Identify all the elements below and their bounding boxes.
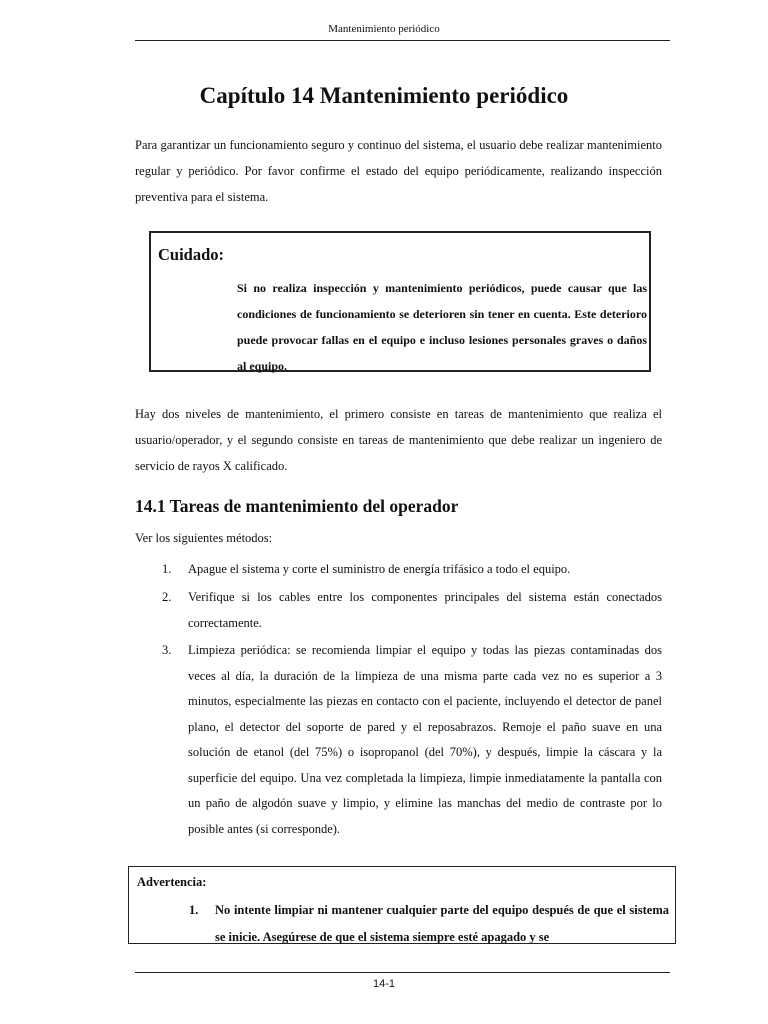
warning-item-text: No intente limpiar ni mantener cualquier parte del equipo después de que el sistema se inicie. Asegúrese de que el sistema siempre esté apagado y se (215, 903, 669, 944)
page-number: 14-1 (372, 978, 396, 990)
list-item (135, 557, 662, 583)
warning-item (173, 897, 669, 944)
list-item-text: Limpieza periódica: se recomienda limpiar el equipo y todas las piezas contaminadas dos veces al día, la duración de la limpieza de una misma parte cada vez no es superior a 3 minutos, especialmente las piezas en contacto con el paciente, incluyendo el detector de panel plano, el detector del soporte de pared y el reposabrazos. Remoje el paño suave en una solución de etanol (del 75%) o isopropanol (del 70%), y después, limpie la cáscara y la superficie del equipo. Una vez completada la limpieza, limpie inmediatamente la pantalla con un paño de algodón suave y limpio, y elimine las manchas del medio de contraste por lo posible antes (si corresponde). (188, 643, 662, 836)
footer-rule (135, 972, 670, 973)
list-item-text: Apague el sistema y corte el suministro de energía trifásico a todo el equipo. (188, 562, 571, 576)
caution-box (149, 231, 651, 372)
maintenance-levels-paragraph: Hay dos niveles de mantenimiento, el primero consiste en tareas de mantenimiento que realiza el usuario/operador, y el segundo consiste en tareas de mantenimiento que debe realizar un ingeniero de servicio de rayos X calificado. (135, 407, 662, 473)
list-item (135, 585, 662, 636)
caution-text: Si no realiza inspección y mantenimiento periódicos, puede causar que las condiciones de funcionamiento se deterioren sin tener en cuenta. Este deterioro puede provocar fallas en el equipo e incluso lesiones personales graves o daños al equipo. (237, 281, 647, 373)
warning-box (128, 866, 676, 944)
methods-intro: Ver los siguientes métodos: (135, 531, 273, 545)
running-header: Mantenimiento periódico (328, 23, 440, 35)
list-item-text: Verifique si los cables entre los componentes principales del sistema están conectados correctamente. (188, 590, 662, 630)
list-item (135, 638, 662, 842)
list-item-number: 3. (162, 643, 172, 657)
header-rule (135, 40, 670, 41)
intro-paragraph: Para garantizar un funcionamiento seguro y continuo del sistema, el usuario debe realizar mantenimiento regular y periódico. Por favor confirme el estado del equipo periódicamente, realizando inspección preventiva para el sistema. (135, 138, 662, 204)
warning-title: Advertencia: (137, 875, 207, 889)
chapter-title: Capítulo 14 Mantenimiento periódico (199, 83, 569, 108)
list-item-number: 2. (162, 590, 172, 604)
caution-title: Cuidado: (158, 245, 225, 264)
section-title: 14.1 Tareas de mantenimiento del operador (135, 496, 459, 516)
list-item-number: 1. (162, 562, 172, 576)
warning-item-number: 1. (189, 903, 199, 917)
